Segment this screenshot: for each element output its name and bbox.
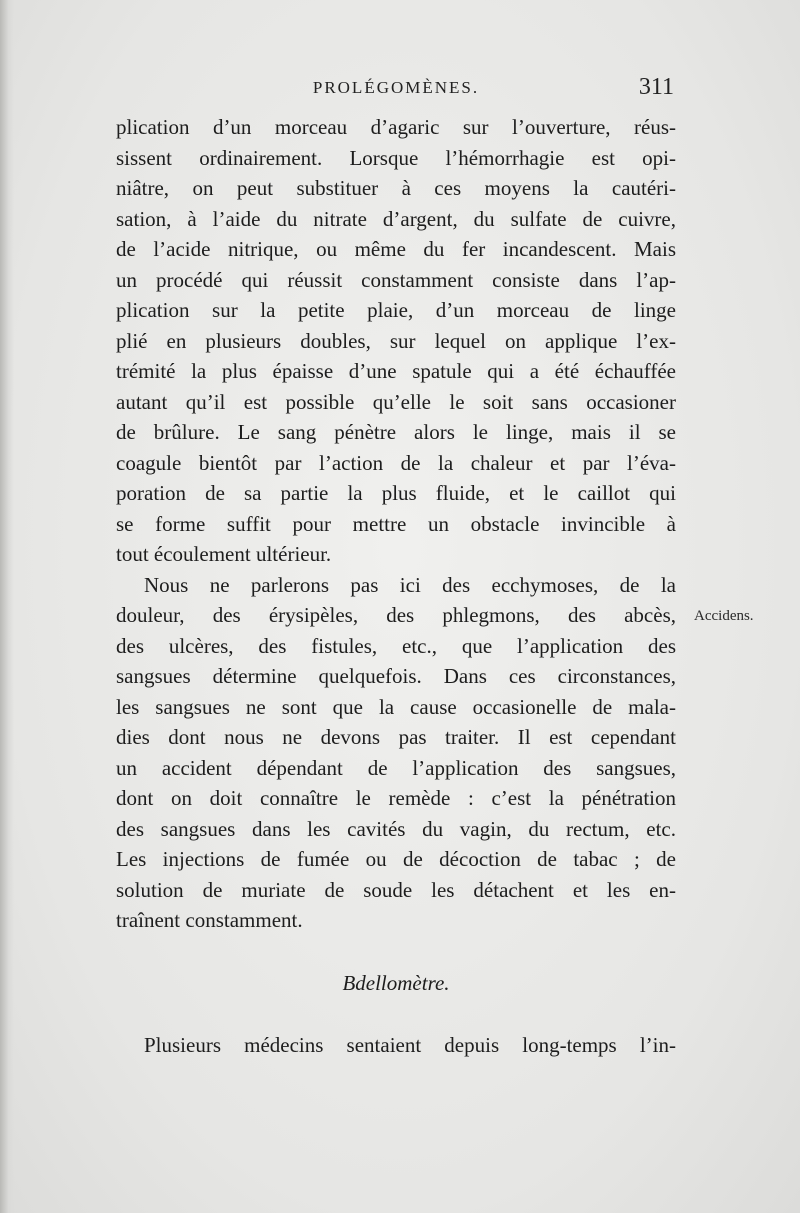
- running-head-title: PROLÉGOMÈNES.: [312, 78, 480, 97]
- text-line: solution de muriate de soude les détachent et les en-: [116, 877, 676, 902]
- paragraph-1: [116, 112, 676, 570]
- section-heading: Bdellomètre.: [342, 970, 450, 995]
- text-line: sissent ordinairement. Lorsque l’hémorrhagie est opi-: [116, 145, 676, 170]
- text-line: Les injections de fumée ou de décoction de tabac ; de: [116, 847, 676, 871]
- text-line: un procédé qui réussit constamment consiste dans l’ap-: [116, 267, 676, 292]
- text-line: Plusieurs médecins sentaient depuis long-temps l’in-: [144, 1033, 676, 1057]
- text-line: plication sur la petite plaie, d’un morceau de linge: [116, 298, 676, 322]
- text-line: de brûlure. Le sang pénètre alors le linge, mais il se: [116, 420, 676, 444]
- text-line: sation, à l’aide du nitrate d’argent, du sulfate de cuivre,: [116, 206, 676, 231]
- text-line: traînent constamment.: [116, 908, 303, 932]
- margin-note-accidens: Accidens.: [694, 608, 754, 624]
- text-line: coagule bientôt par l’action de la chaleur et par l’éva-: [116, 450, 676, 475]
- text-line: Nous ne parlerons pas ici des ecchymoses, de la: [144, 572, 676, 597]
- text-line: de l’acide nitrique, ou même du fer incandescent. Mais: [116, 237, 676, 261]
- text-line: dies dont nous ne devons pas traiter. Il est cependant: [116, 725, 676, 749]
- text-line: autant qu’il est possible qu’elle le soit sans occasioner: [116, 389, 676, 414]
- running-head: [116, 74, 676, 108]
- text-line: sangsues détermine quelquefois. Dans ces circonstances,: [116, 664, 676, 688]
- paragraph-2: [116, 570, 676, 936]
- text-line: des ulcères, des fistules, etc., que l’application des: [116, 633, 676, 658]
- text-line: plié en plusieurs doubles, sur lequel on applique l’ex-: [116, 328, 676, 353]
- text-line: des sangsues dans les cavités du vagin, du rectum, etc.: [116, 816, 676, 841]
- paragraph-3: [116, 1030, 676, 1061]
- page-number: 311: [638, 74, 674, 100]
- text-line: tout écoulement ultérieur.: [116, 542, 332, 566]
- body-text: [116, 112, 676, 1061]
- text-line: trémité la plus épaisse d’une spatule qui a été échauffée: [116, 359, 676, 383]
- text-line: plication d’un morceau d’agaric sur l’ouverture, réus-: [116, 115, 676, 139]
- text-line: un accident dépendant de l’application des sangsues,: [116, 755, 676, 780]
- text-line: les sangsues ne sont que la cause occasionelle de mala-: [116, 694, 676, 719]
- page-binding-edge: [0, 0, 14, 1213]
- text-line: se forme suffit pour mettre un obstacle invincible à: [116, 511, 676, 536]
- text-line: douleur, des érysipèles, des phlegmons, des abcès,: [116, 603, 676, 627]
- text-line: dont on doit connaître le remède : c’est la pénétration: [116, 786, 676, 810]
- text-line: poration de sa partie la plus fluide, et le caillot qui: [116, 481, 676, 505]
- text-line: niâtre, on peut substituer à ces moyens la cautéri-: [116, 176, 676, 200]
